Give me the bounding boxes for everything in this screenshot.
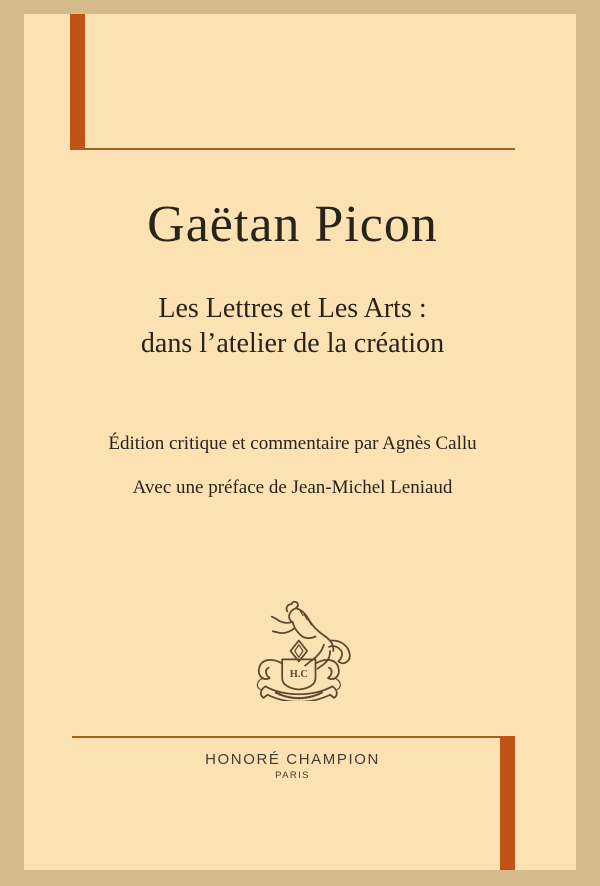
crest-lozenge — [291, 641, 308, 662]
accent-bar-bottom-right — [500, 736, 515, 870]
book-title — [70, 291, 515, 361]
preface-credit: Avec une préface de Jean-Michel Leniaud — [132, 477, 453, 498]
bottom-rule — [72, 736, 515, 738]
publisher-monogram: H.C — [289, 669, 308, 681]
crest-lozenge-inner — [295, 645, 303, 658]
cover-content — [70, 14, 515, 870]
horse-mane — [300, 610, 311, 625]
imprint-block — [70, 751, 515, 782]
cover-field — [24, 14, 576, 870]
horse-jaw — [289, 608, 296, 622]
publisher-crest — [253, 601, 353, 701]
publisher-city: PARIS — [275, 770, 310, 781]
rearing-horse-crest-icon — [253, 601, 353, 701]
publisher-name: HONORÉ CHAMPION — [205, 751, 380, 768]
book-title-line-2: dans l’atelier de la création — [140, 328, 445, 359]
author-name: Gaëtan Picon — [147, 196, 438, 253]
edition-credit: Édition critique et commentaire par Agnès Callu — [108, 433, 477, 454]
book-title-line-1: Les Lettres et Les Arts : — [158, 293, 427, 324]
horse-hind-leg-near — [305, 645, 324, 666]
scroll-left — [259, 660, 282, 679]
scroll-right — [316, 660, 339, 679]
horse-foreleg-2 — [273, 628, 295, 633]
